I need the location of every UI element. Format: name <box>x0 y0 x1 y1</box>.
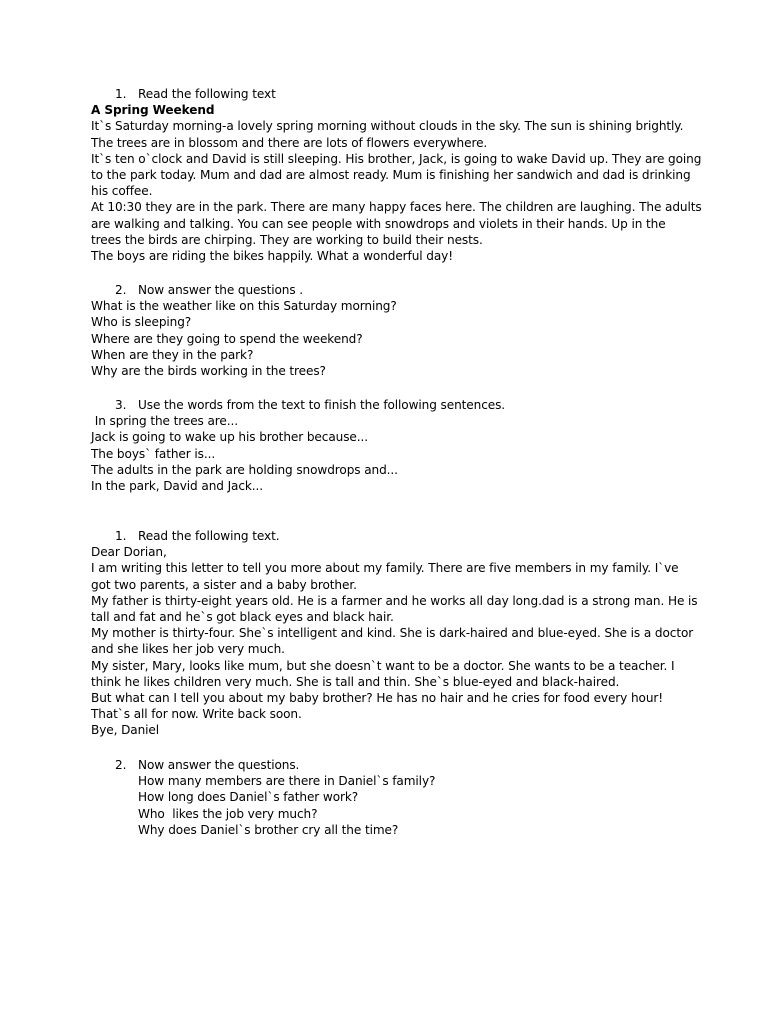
task-number: 2. <box>115 283 127 297</box>
task-3-heading <box>91 397 691 413</box>
spring-weekend-section <box>91 86 702 264</box>
letter-line: got two parents, a sister and a baby brother. <box>91 577 357 592</box>
task-text: Read the following text. <box>138 529 280 543</box>
sentence-line: Jack is going to wake up his brother because... <box>91 430 368 445</box>
letter-line: My mother is thirty-four. She`s intelligent and kind. She is dark-haired and blue-eyed. She is a doctor <box>91 626 694 641</box>
letter-line: think he likes children very much. She is tall and thin. She`s blue-eyed and black-haired. <box>91 674 620 689</box>
task-2-heading <box>91 757 691 773</box>
task-text: Use the words from the text to finish the following sentences. <box>138 398 506 412</box>
task-1-heading <box>91 528 691 544</box>
questions-section-2 <box>91 757 691 838</box>
question-line: Where are they going to spend the weekend? <box>91 331 363 346</box>
letter-line: I am writing this letter to tell you more about my family. There are five members in my family. I`ve <box>91 561 679 576</box>
task-1-heading <box>91 86 691 102</box>
text-title: A Spring Weekend <box>91 103 215 118</box>
task-number: 1. <box>115 529 127 543</box>
question-line: Why are the birds working in the trees? <box>91 364 326 379</box>
text-line: At 10:30 they are in the park. There are many happy faces here. The children are laughing. The adults <box>91 200 702 215</box>
task-number: 2. <box>115 758 127 772</box>
text-line: are walking and talking. You can see people with snowdrops and violets in their hands. Up in the <box>91 216 666 231</box>
text-line: It`s Saturday morning-a lovely spring morning without clouds in the sky. The sun is shining brightly. <box>91 119 684 134</box>
question-line: Who is sleeping? <box>91 315 192 330</box>
question-line: What is the weather like on this Saturday morning? <box>91 299 397 314</box>
question-line: Who likes the job very much? <box>138 806 318 821</box>
sentences-section <box>91 397 691 494</box>
text-line: The trees are in blossom and there are lots of flowers everywhere. <box>91 135 488 150</box>
question-line: When are they in the park? <box>91 347 254 362</box>
letter-line: Bye, Daniel <box>91 723 160 738</box>
task-number: 1. <box>115 87 127 101</box>
questions-section-1 <box>91 282 691 379</box>
text-line: to the park today. Mum and dad are almost ready. Mum is finishing her sandwich and dad is drinking <box>91 168 691 183</box>
sentence-line: The boys` father is... <box>91 446 216 461</box>
text-line: his coffee. <box>91 184 153 199</box>
sentence-line: In the park, David and Jack... <box>91 479 264 494</box>
sentence-line: In spring the trees are... <box>91 414 238 429</box>
task-number: 3. <box>115 398 127 412</box>
sentence-line: The adults in the park are holding snowdrops and... <box>91 462 398 477</box>
letter-line: But what can I tell you about my baby brother? He has no hair and he cries for food every hour! <box>91 691 664 706</box>
letter-line: and she likes her job very much. <box>91 642 285 657</box>
text-line: It`s ten o`clock and David is still sleeping. His brother, Jack, is going to wake David up. They are going <box>91 151 702 166</box>
task-text: Read the following text <box>138 87 276 101</box>
text-line: trees the birds are chirping. They are working to build their nests. <box>91 232 483 247</box>
letter-line: Dear Dorian, <box>91 545 167 560</box>
question-line: How long does Daniel`s father work? <box>138 790 359 805</box>
task-text: Now answer the questions . <box>138 283 304 297</box>
task-text: Now answer the questions. <box>138 758 300 772</box>
letter-line: tall and fat and he`s got black eyes and black hair. <box>91 610 394 625</box>
letter-line: That`s all for now. Write back soon. <box>91 707 302 722</box>
letter-line: My father is thirty-eight years old. He is a farmer and he works all day long.dad is a strong man. He is <box>91 593 698 608</box>
task-2-heading <box>91 282 691 298</box>
letter-section <box>91 528 698 739</box>
question-line: How many members are there in Daniel`s family? <box>138 774 436 789</box>
text-line: The boys are riding the bikes happily. What a wonderful day! <box>91 249 453 264</box>
letter-line: My sister, Mary, looks like mum, but she doesn`t want to be a doctor. She wants to be a teacher. I <box>91 658 675 673</box>
question-line: Why does Daniel`s brother cry all the time? <box>138 822 399 837</box>
